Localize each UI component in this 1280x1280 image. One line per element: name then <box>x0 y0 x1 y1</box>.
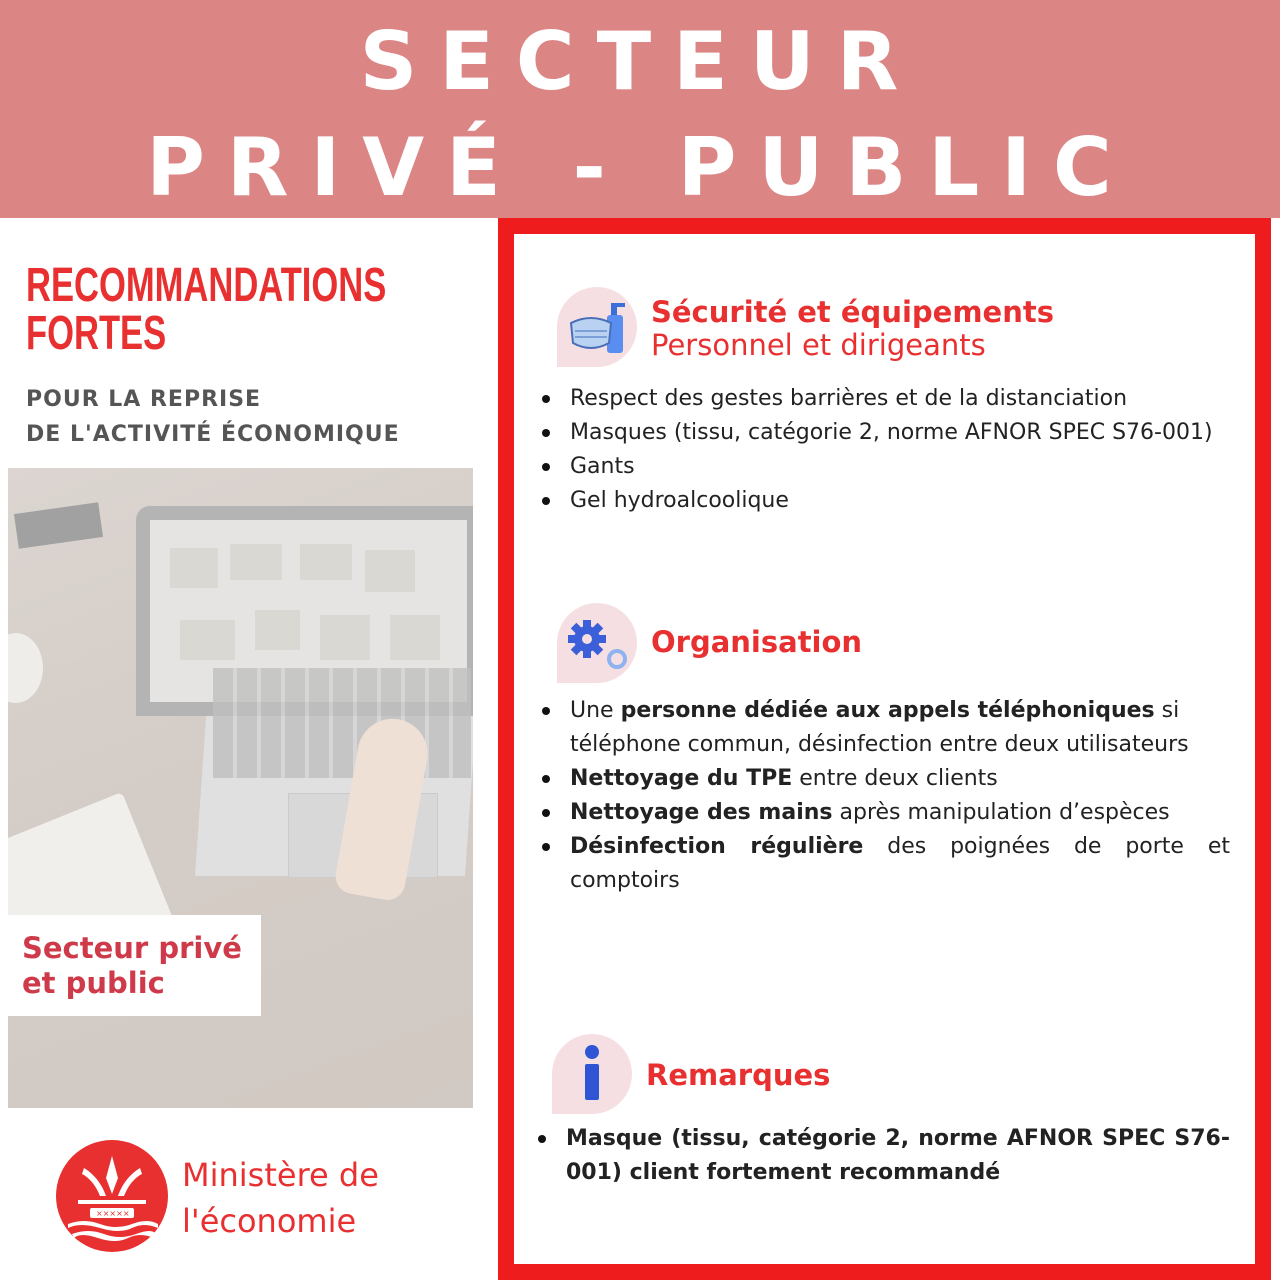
list-item: Gel hydroalcoolique <box>540 484 1230 518</box>
list-item: Nettoyage du TPE entre deux clients <box>540 762 1230 796</box>
banner-title-line2: PRIVÉ - PUBLIC <box>146 121 1134 214</box>
list-item: Désinfection régulière des poignées de porte et comptoirs <box>540 830 1230 898</box>
gears-icon <box>557 603 637 683</box>
banner-title-line1: SECTEUR <box>359 15 921 108</box>
recommendations-title-line1: RECOMMANDATIONS <box>26 259 387 312</box>
remarks-list <box>536 1122 1230 1190</box>
recommendations-subtitle-line2: DE L'ACTIVITÉ ÉCONOMIQUE <box>26 422 400 447</box>
info-icon <box>552 1034 632 1114</box>
recommendations-subtitle <box>26 382 400 452</box>
laptop-photo <box>8 468 473 1108</box>
mask-and-gel-icon <box>557 287 637 367</box>
sector-card <box>8 915 261 1016</box>
list-item: Respect des gestes barrières et de la distanciation <box>540 382 1230 416</box>
organisation-title: Organisation <box>651 625 863 659</box>
list-item: Une personne dédiée aux appels téléphoniques si téléphone commun, désinfection entre deux utilisateurs <box>540 694 1230 762</box>
list-item: Nettoyage des mains après manipulation d’espèces <box>540 796 1230 830</box>
ministry-logo-icon <box>54 1138 170 1254</box>
header-banner <box>0 0 1280 218</box>
organisation-icon-bubble <box>557 603 637 683</box>
ministry-name-line1: Ministère de <box>182 1156 379 1194</box>
remarks-title: Remarques <box>646 1058 831 1092</box>
recommendations-title <box>26 259 387 360</box>
security-subtitle: Personnel et dirigeants <box>651 328 986 362</box>
ministry-name <box>182 1152 379 1244</box>
list-item: Gants <box>540 450 1230 484</box>
recommendations-subtitle-line1: POUR LA REPRISE <box>26 387 262 412</box>
security-title: Sécurité et équipements <box>651 295 1054 329</box>
recommendations-title-line2: FORTES <box>26 307 167 360</box>
svg-text:×××××: ××××× <box>96 1209 130 1218</box>
remarks-icon-bubble <box>552 1034 632 1114</box>
sector-card-line1: Secteur privé <box>22 931 242 965</box>
security-list <box>540 382 1230 518</box>
organisation-list <box>540 694 1230 898</box>
security-icon-bubble <box>557 287 637 367</box>
list-item: Masque (tissu, catégorie 2, norme AFNOR SPEC S76-001) client fortement recommandé <box>536 1122 1230 1190</box>
list-item: Masques (tissu, catégorie 2, norme AFNOR SPEC S76-001) <box>540 416 1230 450</box>
ministry-name-line2: l'économie <box>182 1202 357 1240</box>
sector-card-line2: et public <box>22 966 165 1000</box>
